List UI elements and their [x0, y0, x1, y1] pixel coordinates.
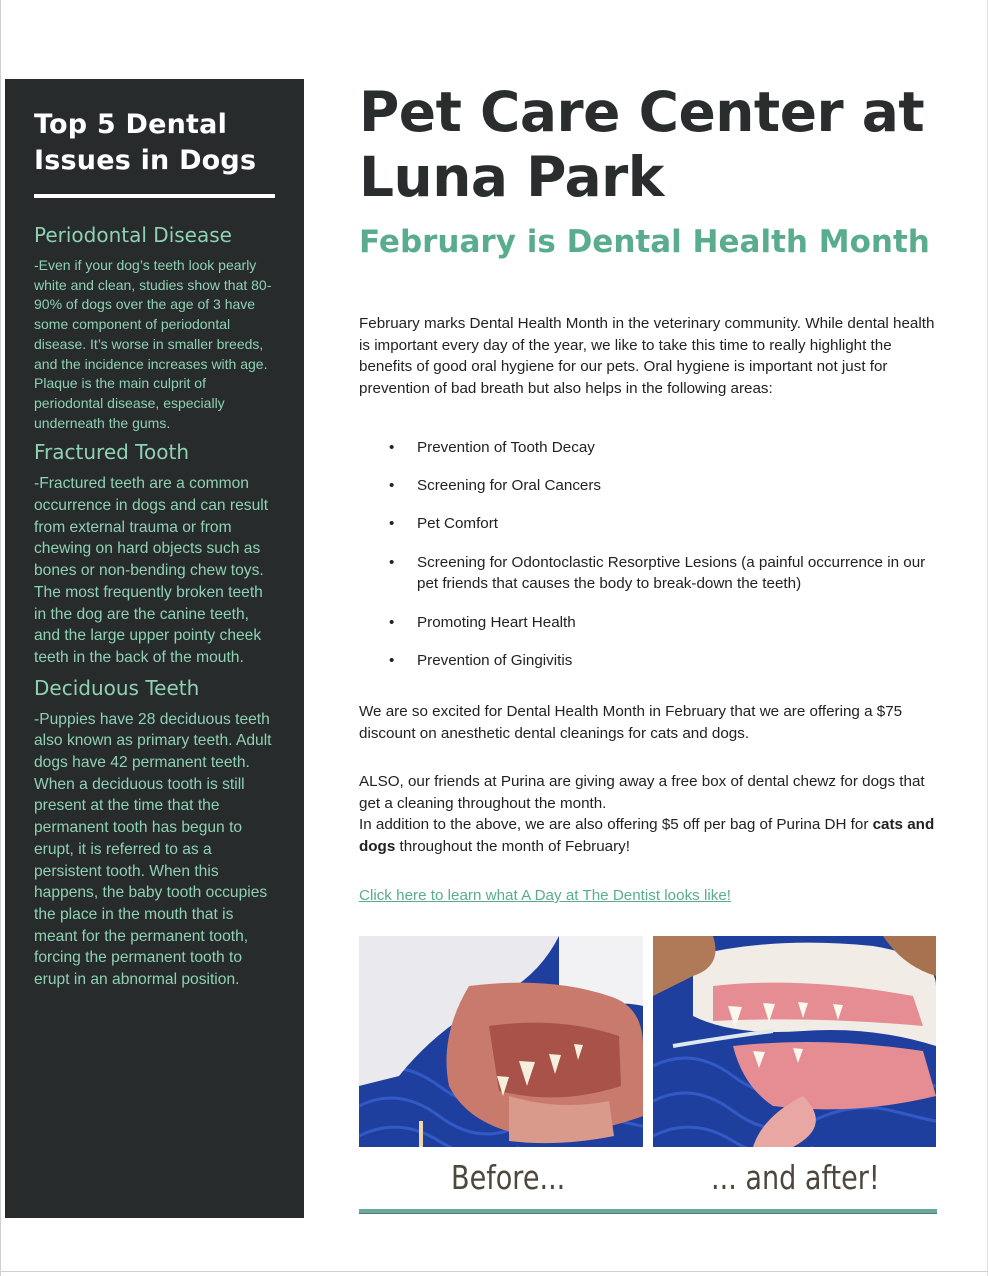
- list-item-text: Pet Comfort: [417, 515, 499, 533]
- section-text-periodontal: -Even if your dog’s teeth look pearly white and clean, studies show that 80-90% of dogs over the age of 3 have some component of periodontal disease. It’s worse in smaller breeds, and the incidence increases with age. Plaque is the main culprit of periodontal disease, especially underneath the gums.: [34, 257, 272, 431]
- section-heading-deciduous: Deciduous Teeth: [34, 675, 200, 700]
- purina-bold-text: cats and dogs: [359, 816, 935, 856]
- after-caption: ... and after!: [711, 1158, 880, 1197]
- dentist-day-link[interactable]: Click here to learn what A Day at The Dentist looks like!: [359, 887, 731, 904]
- purina-line1: ALSO, our friends at Purina are giving away a free box of dental chewz for dogs that get a cleaning throughout the month.: [359, 773, 925, 812]
- bullet-icon: •: [389, 613, 395, 631]
- sidebar-title: [34, 107, 274, 179]
- bullet-icon: •: [389, 439, 395, 456]
- bullet-icon: •: [389, 515, 395, 533]
- section-text-fractured: -Fractured teeth are a common occurrence in dogs and can result from external trauma or from chewing on hard objects such as bones or non-bending chew toys. The most frequently broken teeth in the dog are the canine teeth, and the large upper pointy cheek teeth in the back of the mouth.: [34, 475, 269, 666]
- list-item: [359, 612, 944, 634]
- benefits-list: [359, 437, 944, 688]
- section-heading-fractured: Fractured Tooth: [34, 440, 189, 465]
- main-content: [359, 80, 949, 1197]
- section-text-deciduous: -Puppies have 28 deciduous teeth also known as primary teeth. Adult dogs have 42 permanent teeth. When a deciduous tooth is still present at the time that the permanent tooth has begun to erupt, it is referred to as a persistent tooth. When this happens, the baby tooth occupies the place in the mouth that is meant for the permanent tooth, forcing the permanent tooth to erupt in an abnormal position.: [34, 710, 272, 989]
- sidebar-title-line1: Top 5 Dental: [34, 109, 228, 140]
- bottom-divider: [359, 1209, 937, 1214]
- list-item-text: Prevention of Tooth Decay: [417, 439, 595, 456]
- list-item-text: Promoting Heart Health: [417, 613, 576, 631]
- purina-paragraph: [359, 771, 944, 858]
- sidebar-divider: [34, 194, 275, 198]
- bullet-icon: •: [389, 477, 395, 495]
- list-item-text: Screening for Oral Cancers: [417, 477, 602, 495]
- page-edge-left: [0, 0, 1, 1276]
- sidebar: [5, 79, 304, 1218]
- purina-line2-end: throughout the month of February!: [395, 838, 630, 856]
- list-item: [359, 437, 944, 459]
- section-heading-periodontal: Periodontal Disease: [34, 223, 232, 247]
- list-item: [359, 650, 944, 672]
- bullet-icon: •: [389, 553, 395, 571]
- page-title: [359, 80, 949, 210]
- after-photo: [653, 936, 936, 1147]
- list-item: [359, 552, 944, 595]
- intro-paragraph: February marks Dental Health Month in the veterinary community. While dental health is important every day of the year, we like to take this time to really highlight the benefits of good oral hygiene for our pets. Oral hygiene is important not just for prevention of bad breath but also helps in the following areas:: [359, 315, 935, 398]
- discount-paragraph: We are so excited for Dental Health Month in February that we are offering a $75 discount on anesthetic dental cleanings for cats and dogs.: [359, 703, 903, 742]
- list-item: [359, 513, 944, 535]
- list-item: [359, 475, 944, 497]
- list-item-text: Screening for Odontoclastic Resorptive Lesions (a painful occurrence in our pet friends that causes the body to break-down the teeth): [417, 553, 926, 593]
- sidebar-title-line2: Issues in Dogs: [34, 145, 257, 176]
- before-caption: Before...: [451, 1158, 566, 1197]
- purina-line2-start: In addition to the above, we are also offering $5 off per bag of Purina DH for: [359, 816, 873, 834]
- page-subtitle: February is Dental Health Month: [359, 224, 930, 260]
- bullet-icon: •: [389, 651, 395, 669]
- page-title-line2: Luna Park: [359, 145, 664, 209]
- list-item-text: Prevention of Gingivitis: [417, 651, 573, 669]
- before-photo: [359, 936, 643, 1147]
- page-edge-bottom: [0, 1271, 988, 1272]
- page-title-line1: Pet Care Center at: [359, 80, 925, 144]
